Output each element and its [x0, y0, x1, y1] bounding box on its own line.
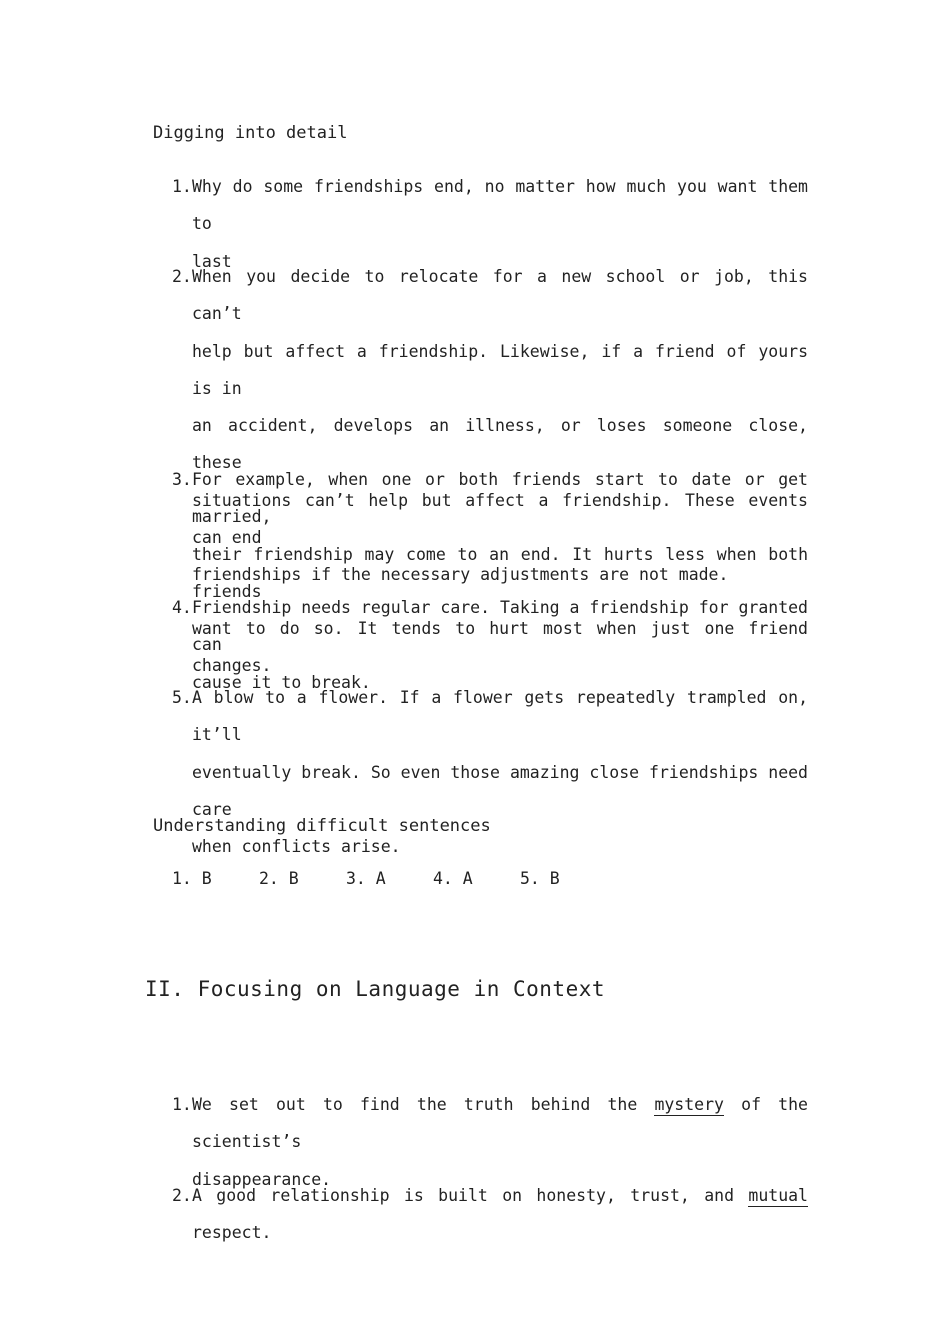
item-number: 1. — [172, 177, 192, 196]
text-line: eventually break. So even those amazing close friendships need care — [192, 762, 808, 819]
text-line: want to do so. It tends to hurt most when just one friend changes. — [192, 619, 808, 676]
understanding-difficult-sentences-heading: Understanding difficult sentences — [153, 816, 491, 836]
detail-item — [172, 679, 808, 865]
digging-into-detail-heading: Digging into detail — [153, 123, 348, 143]
text-line: an accident, develops an illness, or loses someone close, these — [192, 416, 808, 473]
answer-list — [172, 867, 607, 891]
key-word: mutual — [748, 1186, 808, 1205]
answer-item: 4. A — [433, 869, 473, 888]
language-item — [172, 1177, 808, 1252]
text-line: help but affect a friendship. Likewise, if a friend of yours is in — [192, 341, 808, 398]
answer-item: 5. B — [520, 869, 560, 888]
answer-item: 3. A — [346, 869, 386, 888]
text-line: situations can’t help but affect a friendship. These events can end — [192, 490, 808, 548]
item-text — [172, 1177, 808, 1252]
answer-item: 2. B — [259, 869, 299, 888]
text-line: cause it to break. — [192, 672, 371, 692]
sentence-part: of the scientist’s — [192, 1095, 808, 1152]
item-number: 1. — [172, 1095, 192, 1114]
section-title: II. Focusing on Language in Context — [145, 977, 606, 1001]
sentence-part: We set out to find the truth behind the — [192, 1095, 655, 1114]
text-line — [192, 1177, 808, 1252]
item-number: 2. — [172, 1186, 192, 1205]
item-number: 4. — [172, 598, 192, 617]
text-line: Friendship needs regular care. Taking a friendship for granted can — [192, 598, 808, 655]
item-number: 2. — [172, 267, 192, 286]
text-line: Why do some friendships end, no matter how much you want them to — [192, 177, 808, 234]
key-word: mystery — [654, 1095, 724, 1114]
answer-item: 1. B — [172, 869, 212, 888]
text-line: A blow to a flower. If a flower gets repeatedly trampled on, it’ll — [192, 688, 808, 745]
text-line: their friendship may come to an end. It hurts less when both friends — [192, 544, 808, 601]
text-line: last — [192, 251, 232, 271]
sentence-part: A good relationship is built on honesty, trust, and — [192, 1186, 749, 1205]
sentence-part: respect. — [192, 1223, 272, 1243]
text-line: disappearance. — [192, 1169, 332, 1189]
item-number: 5. — [172, 688, 192, 707]
text-line: When you decide to relocate for a new school or job, this can’t — [192, 267, 808, 324]
text-line: when conflicts arise. — [192, 837, 401, 857]
text-line: For example, when one or both friends start to date or get married, — [192, 470, 808, 527]
text-line: friendships if the necessary adjustments are not made. — [192, 565, 729, 585]
item-number: 3. — [172, 470, 192, 489]
text-line — [192, 1086, 808, 1161]
item-text — [172, 679, 808, 865]
